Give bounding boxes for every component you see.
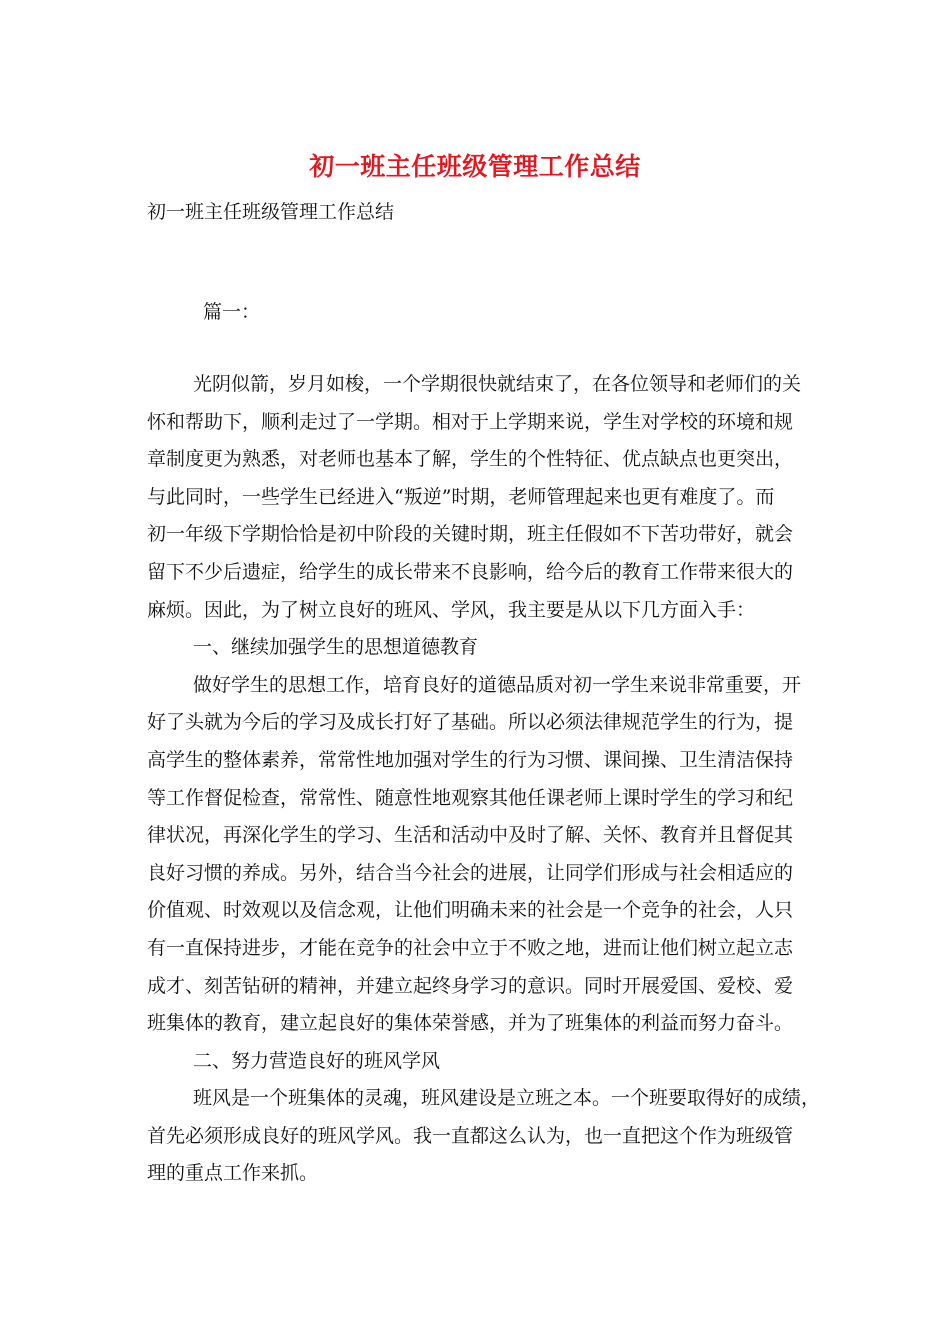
text-line: 与此同时，一些学生已经进入“叛逆”时期，老师管理起来也更有难度了。而 — [147, 485, 775, 508]
text-line: 二、努力营造良好的班风学风 — [193, 1049, 441, 1072]
text-line: 光阴似箭，岁月如梭，一个学期很快就结束了，在各位领导和老师们的关 — [193, 373, 802, 395]
text-line: 价值观、时效观以及信念观，让他们明确未来的社会是一个竞争的社会，人只 — [147, 899, 794, 922]
text-line: 高学生的整体素养，常常性地加强对学生的行为习惯、课间操、卫生清洁保持 — [147, 748, 794, 771]
document-title: 初一班主任班级管理工作总结 — [309, 152, 641, 181]
text-line: 良好习惯的养成。另外，结合当今社会的进展，让同学们形成与社会相适应的 — [147, 861, 794, 884]
text-line: 理的重点工作来抓。 — [147, 1162, 319, 1185]
text-line: 好了头就为今后的学习及成长打好了基础。所以必须法律规范学生的行为，提 — [147, 711, 794, 734]
text-line: 麻烦。因此，为了树立良好的班风、学风，我主要是从以下几方面入手： — [147, 598, 756, 621]
document-subtitle: 初一班主任班级管理工作总结 — [147, 201, 395, 223]
part-label: 篇一： — [203, 301, 261, 323]
text-line: 班集体的教育，建立起良好的集体荣誉感，并为了班集体的利益而努力奋斗。 — [147, 1012, 794, 1035]
text-line: 初一年级下学期恰恰是初中阶段的关键时期，班主任假如不下苦功带好，就会 — [147, 523, 794, 546]
text-line: 首先必须形成良好的班风学风。我一直都这么认为，也一直把这个作为班级管 — [147, 1124, 794, 1147]
text-line: 成才、刻苦钻研的精神，并建立起终身学习的意识。同时开展爱国、爱校、爱 — [147, 974, 794, 997]
text-line: 律状况，再深化学生的学习、生活和活动中及时了解、关怀、教育并且督促其 — [147, 824, 794, 847]
text-line: 等工作督促检查，常常性、随意性地观察其他任课老师上课时学生的学习和纪 — [147, 786, 794, 809]
text-line: 留下不少后遗症，给学生的成长带来不良影响，给今后的教育工作带来很大的 — [147, 560, 794, 583]
text-line: 一、继续加强学生的思想道德教育 — [193, 636, 479, 659]
text-line: 怀和帮助下，顺利走过了一学期。相对于上学期来说，学生对学校的环境和规 — [147, 410, 794, 433]
body-text — [147, 366, 821, 1193]
text-line: 班风是一个班集体的灵魂，班风建设是立班之本。一个班要取得好的成绩， — [193, 1087, 821, 1110]
text-line: 章制度更为熟悉，对老师也基本了解，学生的个性特征、优点缺点也更突出， — [147, 448, 794, 471]
text-line: 做好学生的思想工作，培育良好的道德品质对初一学生来说非常重要，开 — [193, 673, 802, 696]
text-line: 有一直保持进步，才能在竞争的社会中立于不败之地，进而让他们树立起立志 — [147, 936, 794, 959]
